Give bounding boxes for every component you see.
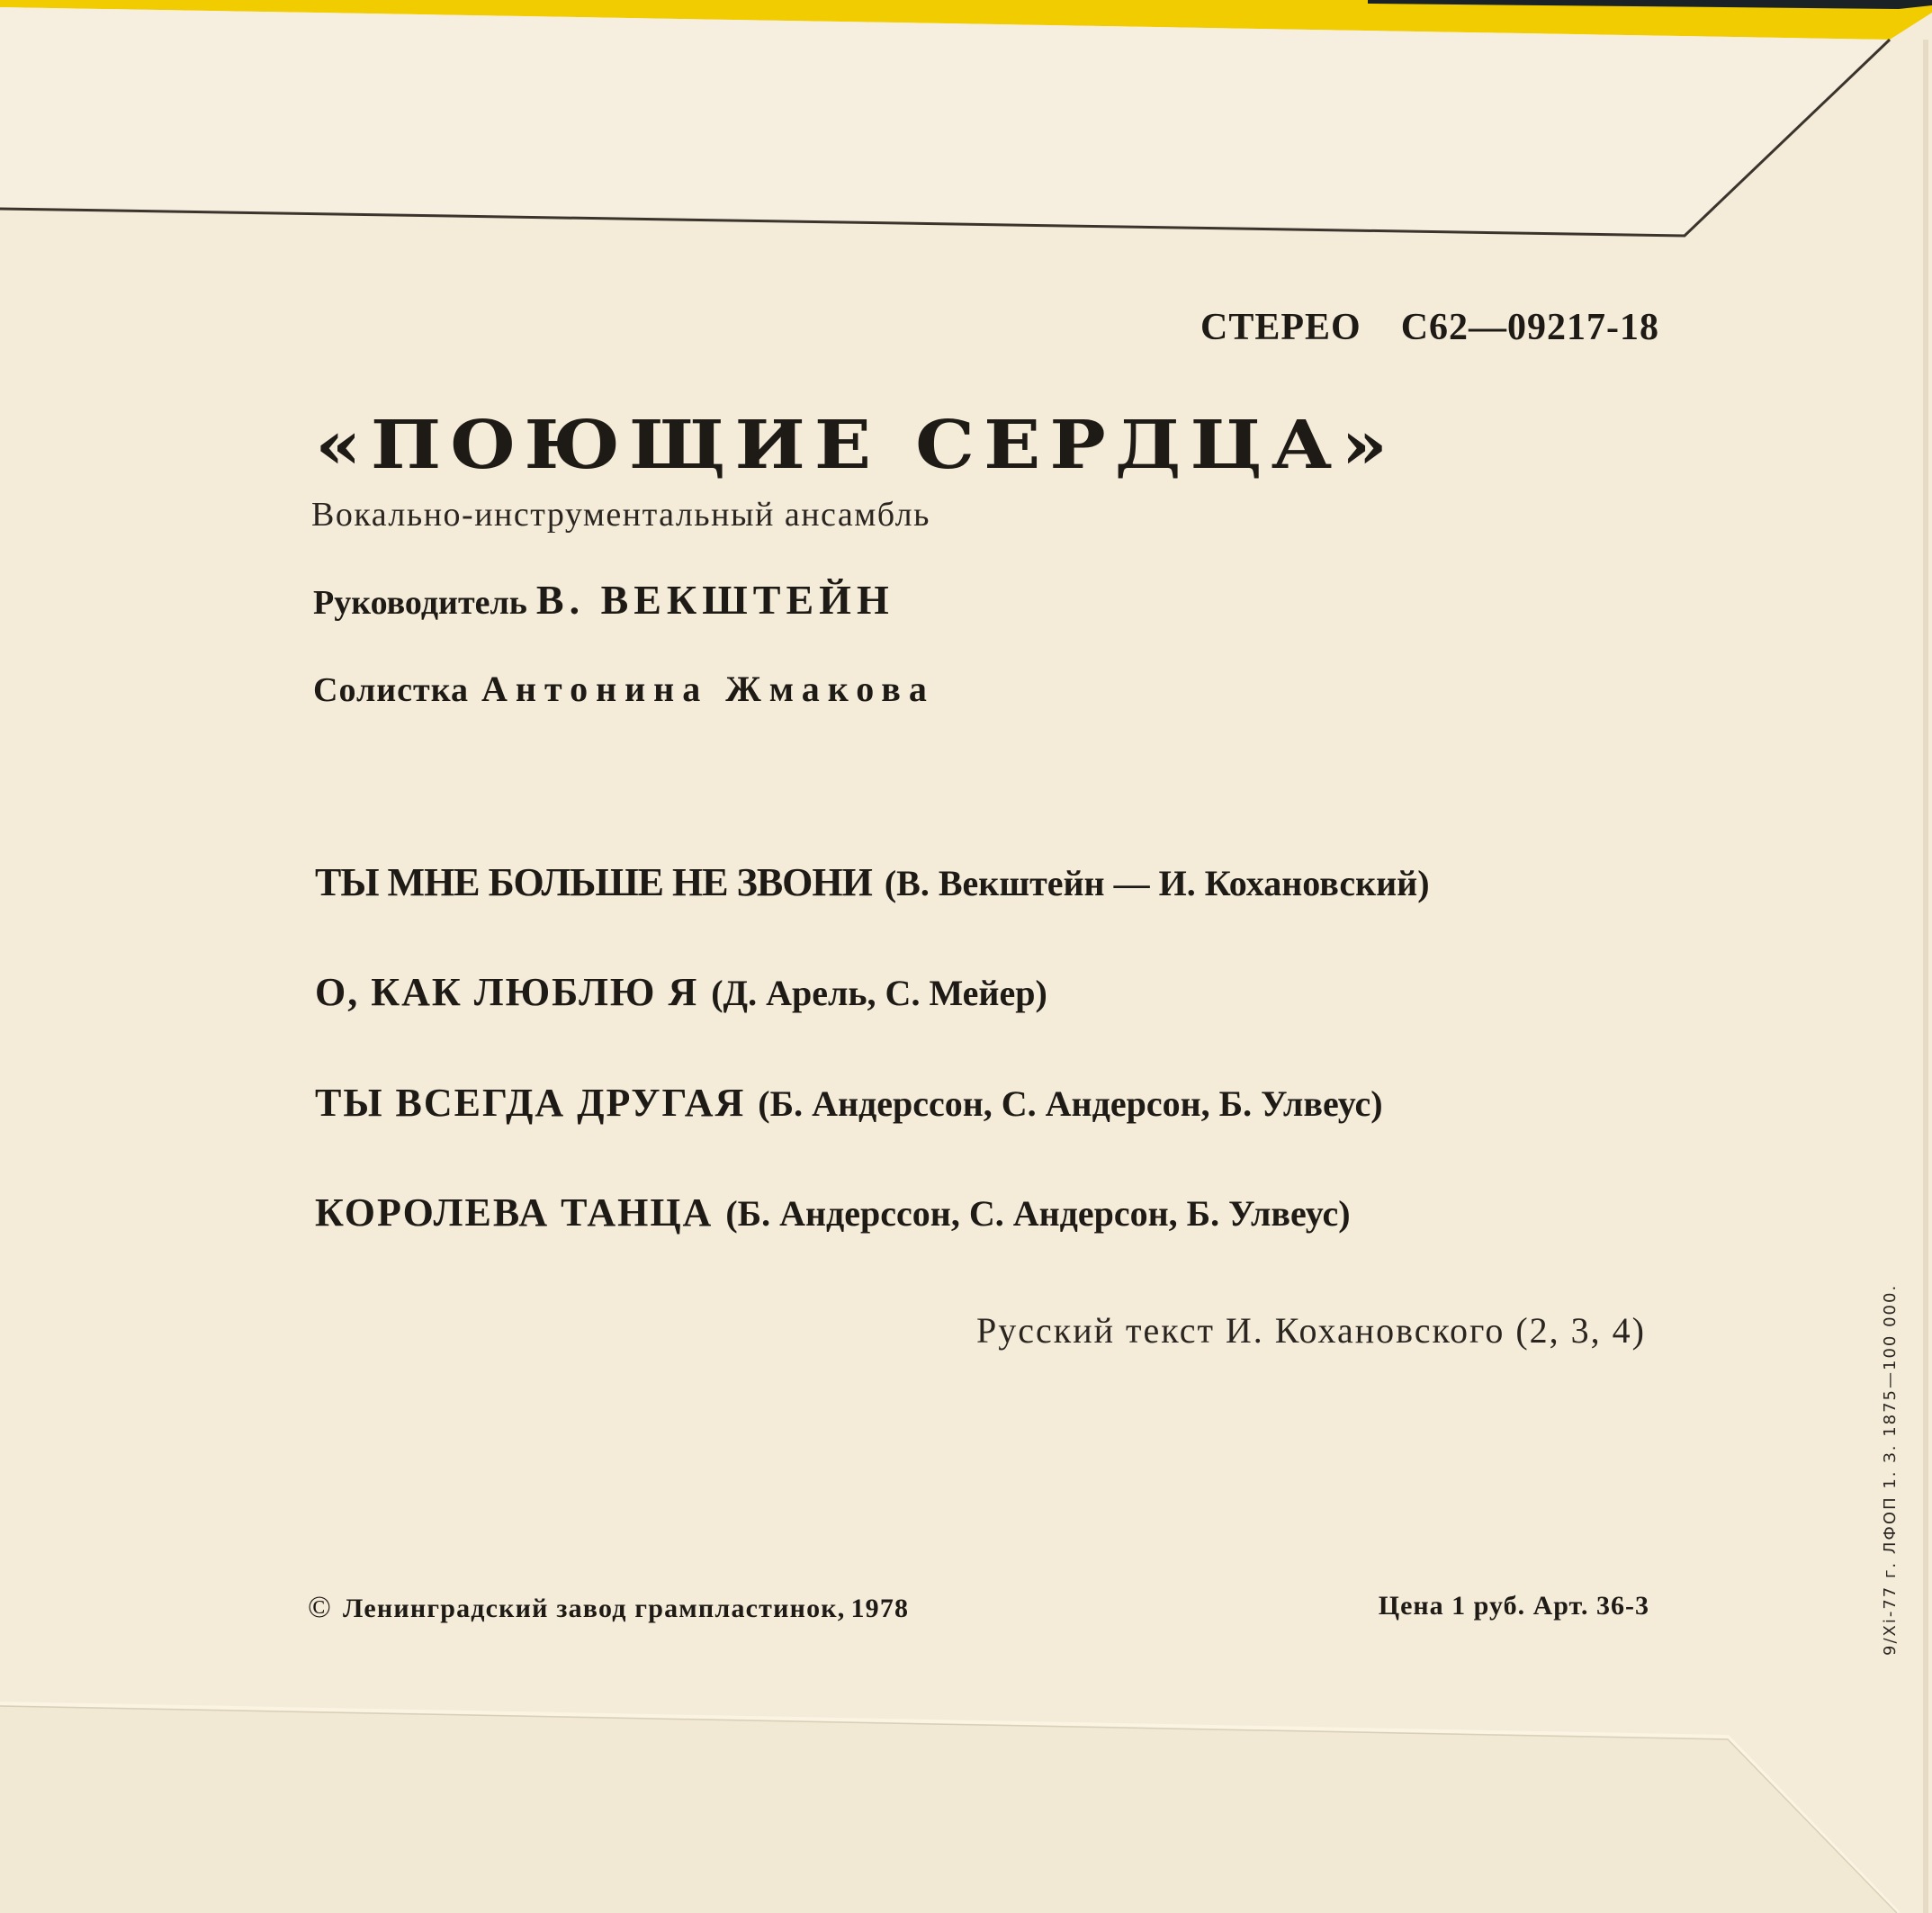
soloist-label: Солистка [313,671,470,709]
top-flap [0,7,1890,236]
track-list-item [315,1190,1351,1235]
leader-credit [313,576,894,624]
price-line: Цена 1 руб. Арт. 36-3 [1378,1591,1649,1621]
track-title: О, КАК ЛЮБЛЮ Я [315,970,699,1014]
track-title: ТЫ МНЕ БОЛЬШЕ НЕ ЗВОНИ [315,860,872,904]
track-credits: (В. Векштейн — И. Кохановский) [884,863,1430,903]
catalog-header [1200,306,1659,349]
soloist-credit [313,668,935,710]
format-label: СТЕРЕО [1200,307,1361,348]
album-title: «ПОЮЩИЕ СЕРДЦА» [315,407,1397,484]
leader-name: В. ВЕКШТЕЙН [535,577,894,623]
track-list-item [315,1080,1383,1126]
publisher-name: Ленинградский завод грампластинок, [343,1594,846,1623]
track-list-item [315,969,1047,1015]
track-title: ТЫ ВСЕГДА ДРУГАЯ [315,1081,746,1125]
copyright-icon: © [308,1591,333,1624]
ensemble-subtitle: Вокально-инструментальный ансамбль [311,496,930,534]
release-year: 1978 [850,1594,910,1623]
track-credits: (Д. Арель, С. Мейер) [711,973,1047,1013]
publisher-line [308,1591,909,1625]
track-credits: (Б. Андерссон, С. Андерсон, Б. Улвеус) [725,1193,1351,1234]
lyrics-note: Русский текст И. Кохановского (2, 3, 4) [976,1310,1646,1351]
print-imprint: 9/Xi-77 г. ЛФОП 1. З. 1875—100 000. [1881,1283,1900,1656]
track-title: КОРОЛЕВА ТАНЦА [315,1190,714,1235]
catalog-number: С62—09217-18 [1400,307,1660,348]
track-credits: (Б. Андерссон, С. Андерсон, Б. Улвеус) [758,1083,1383,1124]
leader-label: Руководитель [313,584,527,622]
track-list-item [315,859,1430,905]
soloist-name: Антонина Жмакова [481,669,935,709]
